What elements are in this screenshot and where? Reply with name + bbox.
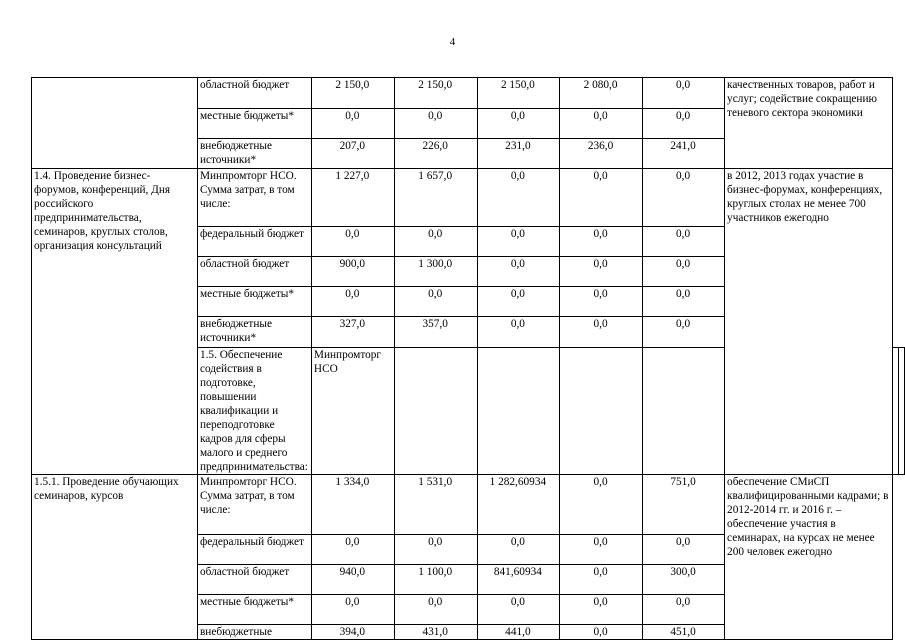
activity-description: 1.5. Обеспечение содействия в подготовке, повышении квалификации и переподготовке кадров для сферы малого и среднего предпринимательства:: [197, 348, 311, 475]
amount-cell: 0,0: [394, 287, 477, 317]
amount-cell: 0,0: [477, 287, 559, 317]
funding-source: внебюджетные источники*: [197, 139, 311, 169]
amount-cell: 1 100,0: [394, 565, 477, 595]
amount-cell: 0,0: [643, 169, 725, 227]
amount-cell: 841,60934: [477, 565, 559, 595]
amount-cell: 0,0: [311, 287, 394, 317]
amount-cell: 231,0: [477, 139, 559, 169]
amount-cell: 0,0: [560, 565, 643, 595]
funding-source: внебюджетные: [197, 625, 311, 640]
amount-cell: 0,0: [477, 109, 559, 139]
funding-source: Минпромторг НСО. Сумма затрат, в том числе:: [197, 475, 311, 535]
amount-cell: 236,0: [560, 139, 643, 169]
amount-cell: 241,0: [643, 139, 725, 169]
amount-cell: 0,0: [643, 287, 725, 317]
funding-source: областной бюджет: [197, 565, 311, 595]
amount-cell: 0,0: [560, 287, 643, 317]
amount-cell: 0,0: [560, 109, 643, 139]
amount-cell: [643, 348, 725, 475]
amount-cell: 0,0: [394, 595, 477, 625]
amount-cell: 0,0: [394, 109, 477, 139]
funding-source: федеральный бюджет: [197, 535, 311, 565]
amount-cell: 2 150,0: [394, 78, 477, 109]
amount-cell: 394,0: [311, 625, 394, 640]
activity-description: 1.5.1. Проведение обучающих семинаров, курсов: [32, 475, 198, 640]
amount-cell: 1 531,0: [394, 475, 477, 535]
amount-cell: 226,0: [394, 139, 477, 169]
amount-cell: 0,0: [560, 625, 643, 640]
funding-source: местные бюджеты*: [197, 287, 311, 317]
expected-result: обеспечение СМиСП квалифицированными кадрами; в 2012-2014 гг. и 2016 г. – обеспечение участия в семинарах, на курсах не менее 200 человек ежегодно: [725, 475, 893, 640]
amount-cell: 431,0: [394, 625, 477, 640]
amount-cell: 207,0: [311, 139, 394, 169]
amount-cell: 0,0: [560, 595, 643, 625]
amount-cell: [477, 348, 559, 475]
amount-cell: 940,0: [311, 565, 394, 595]
table-row: [32, 169, 905, 227]
amount-cell: 0,0: [311, 109, 394, 139]
amount-cell: 0,0: [311, 227, 394, 257]
amount-cell: 0,0: [560, 227, 643, 257]
funding-source: областной бюджет: [197, 78, 311, 109]
amount-cell: 0,0: [560, 475, 643, 535]
amount-cell: 0,0: [643, 227, 725, 257]
expected-result: качественных товаров, работ и услуг; содействие сокращению теневого сектора экономики: [725, 78, 893, 169]
activity-description: [32, 78, 198, 169]
amount-cell: 1 334,0: [311, 475, 394, 535]
amount-cell: 0,0: [477, 257, 559, 287]
amount-cell: 0,0: [560, 169, 643, 227]
amount-cell: 2 080,0: [560, 78, 643, 109]
amount-cell: 0,0: [643, 595, 725, 625]
amount-cell: 300,0: [643, 565, 725, 595]
funding-source: местные бюджеты*: [197, 595, 311, 625]
amount-cell: 0,0: [311, 535, 394, 565]
amount-cell: 0,0: [477, 169, 559, 227]
amount-cell: 1 300,0: [394, 257, 477, 287]
expected-result: [899, 348, 905, 475]
amount-cell: 0,0: [560, 535, 643, 565]
amount-cell: [560, 348, 643, 475]
funding-source: внебюджетные источники*: [197, 317, 311, 348]
amount-cell: 357,0: [394, 317, 477, 348]
amount-cell: 0,0: [477, 595, 559, 625]
amount-cell: 1 282,60934: [477, 475, 559, 535]
amount-cell: 1 657,0: [394, 169, 477, 227]
amount-cell: 441,0: [477, 625, 559, 640]
funding-source: федеральный бюджет: [197, 227, 311, 257]
funding-source: областной бюджет: [197, 257, 311, 287]
amount-cell: 0,0: [477, 535, 559, 565]
amount-cell: 0,0: [477, 317, 559, 348]
funding-source: Минпромторг НСО. Сумма затрат, в том числе:: [197, 169, 311, 227]
funding-source: местные бюджеты*: [197, 109, 311, 139]
activity-description: 1.4. Проведение бизнес-форумов, конференций, Дня российского предпринимательства, семинаров, круглых столов, организация консультаций: [32, 169, 198, 475]
amount-cell: 2 150,0: [311, 78, 394, 109]
amount-cell: 2 150,0: [477, 78, 559, 109]
amount-cell: 0,0: [643, 257, 725, 287]
amount-cell: 0,0: [643, 317, 725, 348]
amount-cell: 327,0: [311, 317, 394, 348]
amount-cell: 0,0: [560, 317, 643, 348]
program-table: [31, 77, 905, 640]
amount-cell: 900,0: [311, 257, 394, 287]
amount-cell: 0,0: [643, 535, 725, 565]
amount-cell: 0,0: [643, 109, 725, 139]
amount-cell: 0,0: [643, 78, 725, 109]
amount-cell: 0,0: [477, 227, 559, 257]
amount-cell: 0,0: [560, 257, 643, 287]
amount-cell: 1 227,0: [311, 169, 394, 227]
amount-cell: 751,0: [643, 475, 725, 535]
amount-cell: 451,0: [643, 625, 725, 640]
funding-source: Минпромторг НСО: [311, 348, 394, 475]
table-row: [32, 78, 905, 109]
page-number: 4: [449, 36, 456, 48]
expected-result: в 2012, 2013 годах участие в бизнес-форумах, конференциях, круглых столах не менее 700 участников ежегодно: [725, 169, 893, 475]
amount-cell: [394, 348, 477, 475]
table-row: [32, 475, 905, 535]
amount-cell: 0,0: [311, 595, 394, 625]
amount-cell: 0,0: [394, 227, 477, 257]
amount-cell: 0,0: [394, 535, 477, 565]
